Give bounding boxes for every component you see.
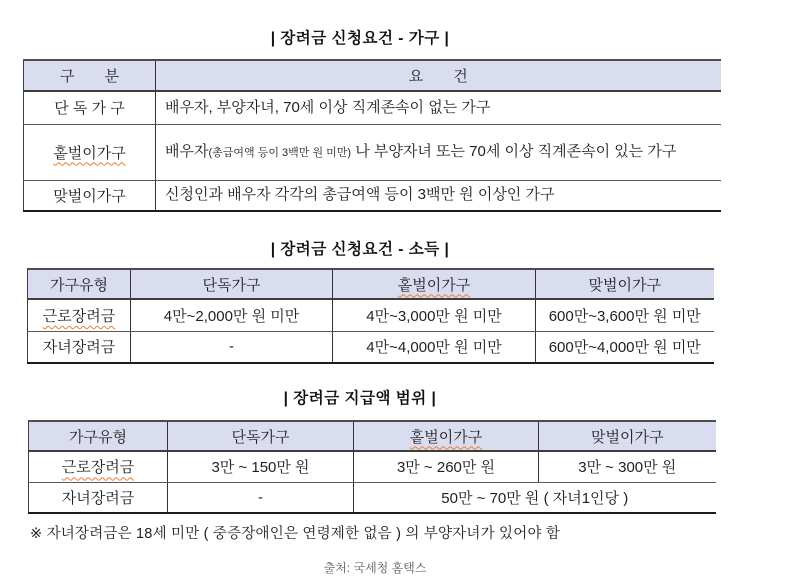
household-table-title: | 장려금 신청요건 - 가구 | — [270, 30, 450, 47]
cell-child-payment-merged: 50만 ~ 70만 원 ( 자녀1인당 ) — [354, 482, 716, 513]
table-row-dual-income-household — [24, 180, 721, 211]
misspelled-word-underline: 홑벌이가구 — [397, 276, 471, 294]
cell-work-payment-dual-income: 3만 ~ 300만 원 — [539, 451, 716, 482]
cell-work-payment-single: 3만 ~ 150만 원 — [168, 451, 354, 482]
cell-single-income-requirement — [156, 124, 721, 180]
household-requirements-table — [23, 59, 721, 212]
misspelled-word-underline: 근로장려금 — [42, 307, 116, 325]
row-label-child-incentive: 자녀장려금 — [42, 339, 116, 357]
income-requirements-table — [27, 268, 714, 364]
cell-dual-income-requirement: 신청인과 배우자 각각의 총급여액 등이 3백만 원 이상인 가구 — [156, 180, 721, 211]
cell-child-payment-single: - — [168, 482, 354, 513]
child-incentive-footnote: ※ 자녀장려금은 18세 미만 ( 중증장애인은 연령제한 없음 ) 의 부양자녀가 있어야 함 — [30, 526, 561, 542]
cell-single-household-requirement: 배우자, 부양자녀, 70세 이상 직계존속이 없는 가구 — [156, 91, 721, 124]
requirement-text-start: 배우자 — [165, 142, 209, 160]
table-row-single-income-household — [24, 124, 721, 180]
misspelled-word-underline: 근로장려금 — [61, 459, 135, 477]
table-row-work-incentive-payment — [29, 451, 716, 482]
col-header-dual-income: 맞벌이가구 — [536, 269, 714, 299]
misspelled-word-underline: 홑벌이가구 — [409, 428, 483, 446]
col-header-single-income — [354, 421, 539, 451]
payment-table-title: | 장려금 지급액 범위 | — [283, 390, 437, 407]
cell-child-dual-income: 600만~4,000만 원 미만 — [536, 331, 714, 363]
table-row-child-incentive-payment — [29, 482, 716, 513]
col-header-household-type: 가구유형 — [29, 421, 168, 451]
source-attribution: 출처: 국세청 홈택스 — [323, 561, 427, 575]
household-table-header-row — [24, 60, 721, 91]
row-label-work-incentive — [28, 299, 131, 331]
col-header-household-type: 가구유형 — [28, 269, 131, 299]
income-table-title: | 장려금 신청요건 - 소득 | — [270, 241, 450, 258]
requirement-paren-note: (총급여액 등이 3백만 원 미만) — [208, 146, 352, 159]
table-row-single-household — [24, 91, 721, 124]
cell-child-single-income: 4만~4,000만 원 미만 — [333, 331, 536, 363]
income-table-header-row — [28, 269, 714, 299]
col-header-dual-income: 맞벌이가구 — [539, 421, 716, 451]
payment-table-header-row — [29, 421, 716, 451]
cell-work-single: 4만~2,000만 원 미만 — [131, 299, 333, 331]
table-row-work-incentive — [28, 299, 714, 331]
row-label-child-incentive: 자녀장려금 — [61, 489, 135, 507]
col-header-category: 구 분 — [24, 60, 156, 91]
cell-work-payment-single-income: 3만 ~ 260만 원 — [354, 451, 539, 482]
col-header-requirement: 요 건 — [156, 60, 721, 91]
misspelled-word-underline: 홑벌이가구 — [53, 144, 126, 162]
payment-range-table — [28, 420, 716, 514]
cell-work-single-income: 4만~3,000만 원 미만 — [333, 299, 536, 331]
col-header-single: 단독가구 — [131, 269, 333, 299]
row-label-single-household: 단 독 가 구 — [24, 91, 156, 124]
cell-work-dual-income: 600만~3,600만 원 미만 — [536, 299, 714, 331]
table-row-child-incentive — [28, 331, 714, 363]
cell-child-single: - — [131, 331, 333, 363]
row-label-work-incentive — [29, 451, 168, 482]
row-label-dual-income-household: 맞벌이가구 — [53, 187, 126, 205]
document-page — [0, 26, 786, 576]
col-header-single-income — [333, 269, 536, 299]
row-label-single-income-household — [24, 124, 156, 180]
requirement-text-end: 나 부양자녀 또는 70세 이상 직계존속이 있는 가구 — [351, 142, 677, 160]
col-header-single: 단독가구 — [168, 421, 354, 451]
